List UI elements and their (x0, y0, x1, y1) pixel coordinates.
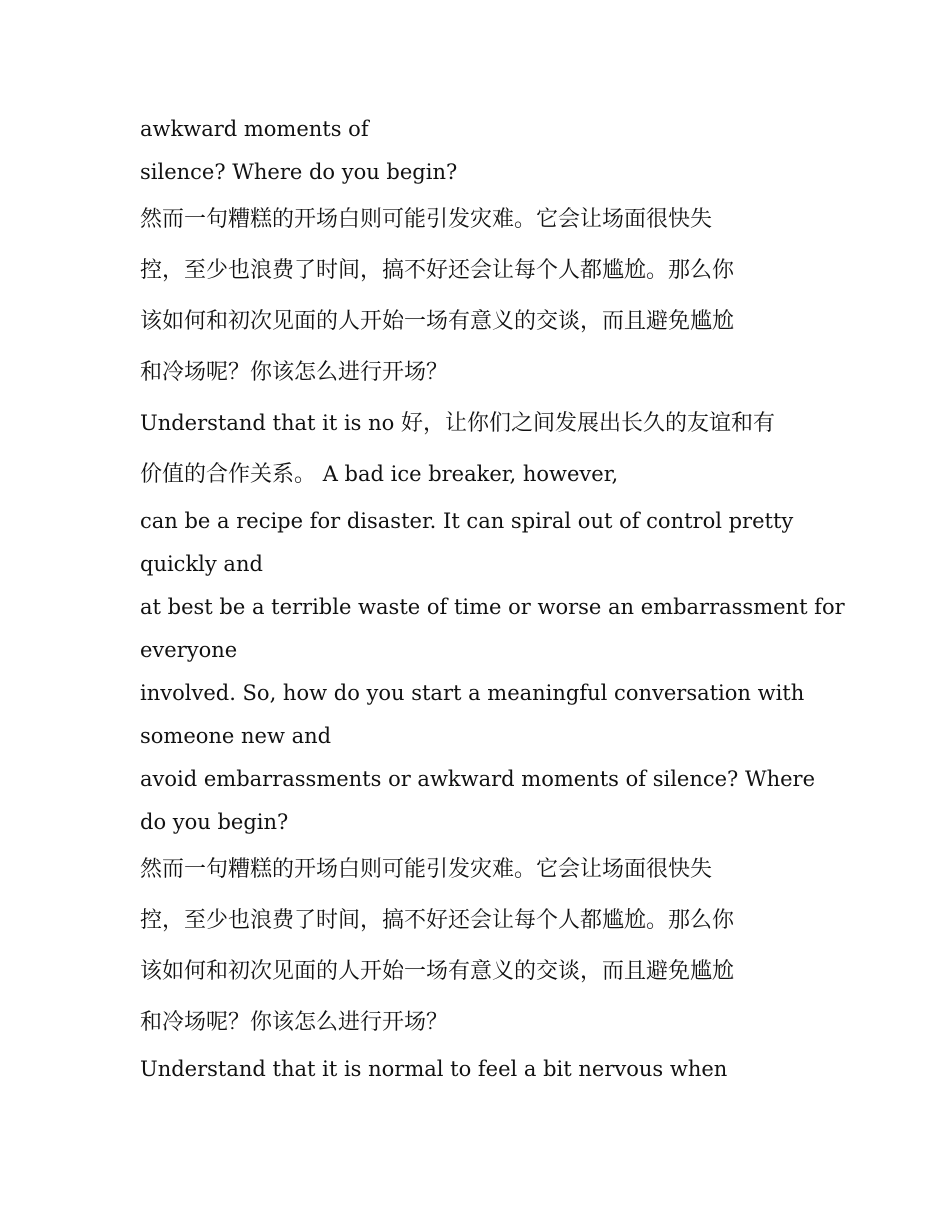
text-line-11: at best be a terrible waste of time or worse an embarrassment for (140, 595, 845, 619)
text-line-1: awkward moments of (140, 117, 369, 141)
document-body (140, 108, 845, 1091)
mixed-line-7-chinese: 好，让你们之间发展出长久的友谊和有 (400, 411, 775, 436)
mixed-line-7 (140, 398, 830, 449)
text-line-12: everyone (140, 638, 238, 662)
chinese-line-4: 控，至少也浪费了时间，搞不好还会让每个人都尴尬。那么你 (140, 258, 735, 283)
chinese-line-6: 和冷场呢？你该怎么进行开场？ (140, 360, 449, 385)
chinese-line-20: 和冷场呢？你该怎么进行开场？ (140, 1010, 449, 1035)
chinese-line-5: 该如何和初次见面的人开始一场有意义的交谈，而且避免尴尬 (140, 309, 735, 334)
text-line-10: quickly and (140, 552, 263, 576)
text-line-15: avoid embarrassments or awkward moments of silence? Where (140, 767, 815, 791)
chinese-line-18: 控，至少也浪费了时间，搞不好还会让每个人都尴尬。那么你 (140, 908, 735, 933)
text-line-16: do you begin? (140, 810, 289, 834)
chinese-line-3: 然而一句糟糕的开场白则可能引发灾难。它会让场面很快失 (140, 207, 713, 232)
text-line-9: can be a recipe for disaster. It can spiral out of control pretty (140, 509, 794, 533)
chinese-line-17: 然而一句糟糕的开场白则可能引发灾难。它会让场面很快失 (140, 857, 713, 882)
text-line-14: someone new and (140, 724, 332, 748)
mixed-line-8-english: A bad ice breaker, however, (316, 462, 619, 486)
chinese-line-19: 该如何和初次见面的人开始一场有意义的交谈，而且避免尴尬 (140, 959, 735, 984)
mixed-line-8-chinese: 价值的合作关系。 (140, 462, 317, 487)
text-line-21: Understand that it is normal to feel a bit nervous when (140, 1057, 728, 1081)
text-line-13: involved. So, how do you start a meaningful conversation with (140, 681, 805, 705)
text-line-2: silence? Where do you begin? (140, 160, 458, 184)
mixed-line-8 (140, 449, 830, 500)
mixed-line-7-english: Understand that it is no (140, 411, 401, 435)
